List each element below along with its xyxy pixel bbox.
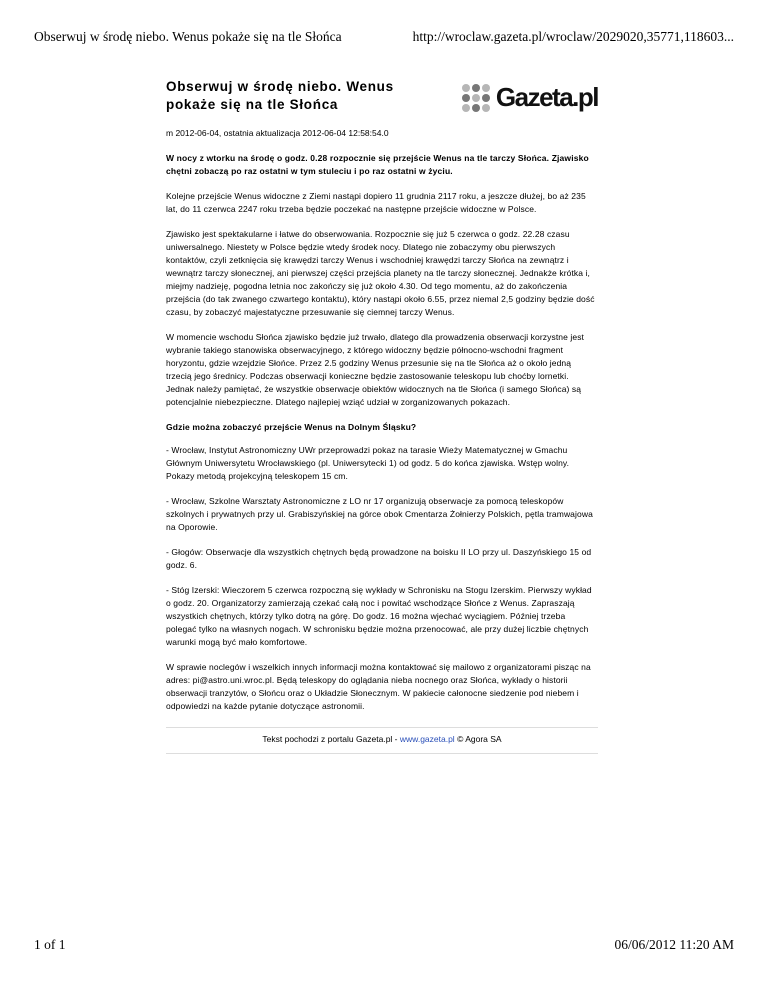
paragraph: Zjawisko jest spektakularne i łatwe do obserwowania. Rozpocznie się już 5 czerwca o godz. 22.28 czasu uniwersalnego. Niestety w Polsce będzie wtedy środek nocy. Dlatego nie zobaczymy obu pierwszych kontaktów, czyli zetknięcia się krawędzi tarczy Wenus i wschodniej krawędzi tarczy Słońca na zewnątrz i wewnątrz tarczy słonecznej, ani pierwszej części przejścia planety na tle tarczy słonecznej. Jednakże krótka i, miejmy nadzieję, pogodna letnia noc zakończy się już około 4.30. Od tego momentu, aż do zakończenia przejścia (do tak zwanego czwartego kontaktu), który nastąpi około 6.55, przez niemal 2,5 godziny będzie dość czasu, by zobaczyć majestatyczne przesuwanie się ciemnej tarczy Wenus. bbox=[166, 229, 595, 317]
location-item: - Stóg Izerski: Wieczorem 5 czerwca rozpoczną się wykłady w Schronisku na Stogu Izerskim. Pierwszy wykład o godz. 20. Organizatorzy zamierzają czekać całą noc i powitać wschodzące Słońce z Wenus. Zapraszają wszystkich chętnych, którzy tylko dotrą na górę. Do godz. 16 można wjechać wyciągiem. Później trzeba polegać tylko na własnych nogach. W schronisku będzie można przenocować, ale przy dużej liczbie chętnych warunki mogą być mało komfortowe. bbox=[166, 585, 592, 647]
source-prefix: Tekst pochodzi z portalu Gazeta.pl - bbox=[262, 734, 400, 744]
logo-wordmark: Gazeta.pl bbox=[495, 82, 598, 112]
location-item: - Głogów: Obserwacje dla wszystkich chętnych będą prowadzone na boisku II LO przy ul. Daszyńskiego 15 od godz. 6. bbox=[166, 547, 592, 570]
article-meta: m 2012-06-04, ostatnia aktualizacja 2012-06-04 12:58:54.0 bbox=[166, 128, 389, 138]
source-suffix: © Agora SA bbox=[454, 734, 502, 744]
gazeta-link[interactable]: www.gazeta.pl bbox=[399, 734, 455, 744]
source-attribution bbox=[166, 727, 598, 754]
article-headline: Obserwuj w środę niebo. Wenus pokaże się na tle Słońca bbox=[166, 79, 394, 112]
section-heading: Gdzie można zobaczyć przejście Wenus na Dolnym Śląsku? bbox=[166, 422, 417, 432]
paragraph: Kolejne przejście Wenus widoczne z Ziemi nastąpi dopiero 11 grudnia 2117 roku, a jeszcze dłużej, bo aż 235 lat, do 11 czerwca 2247 roku trzeba będzie poczekać na następne przejście widoczne w Polsce. bbox=[166, 191, 586, 214]
dot-grid-icon bbox=[462, 84, 490, 112]
print-header bbox=[34, 29, 734, 45]
location-item: - Wrocław, Szkolne Warsztaty Astronomiczne z LO nr 17 organizują obserwacje za pomocą teleskopów szkolnych i prywatnych przy ul. Grabiszyńskiej na górce obok Cmentarza Żołnierzy Polskich, pętla tramwajowa na Oporowie. bbox=[166, 496, 593, 532]
print-datetime: 06/06/2012 11:20 AM bbox=[614, 937, 734, 952]
article bbox=[166, 78, 598, 754]
closing-paragraph: W sprawie noclegów i wszelkich innych informacji można kontaktować się mailowo z organizatorami pisząc na adres: pi@astro.uni.wroc.pl. Będą teleskopy do oglądania nieba nocnego oraz Słońca, wykłady o historii obserwacji tranzytów, o Słońcu oraz o Układzie Słonecznym. W pakiecie całonocne siedzenie pod niebem i odpowiedzi na każde pytanie dotyczące astronomii. bbox=[166, 662, 591, 711]
article-lead: W nocy z wtorku na środę o godz. 0.28 rozpocznie się przejście Wenus na tle tarczy Słońca. Zjawisko chętni zobaczą po raz ostatni w tym stuleciu i po raz ostatni w życiu. bbox=[166, 153, 589, 176]
print-footer bbox=[34, 937, 734, 953]
gazeta-logo bbox=[462, 82, 598, 113]
paragraph: W momencie wschodu Słońca zjawisko będzie już trwało, dlatego dla prowadzenia obserwacji korzystne jest wybranie takiego stanowiska obserwacyjnego, z którego widoczny będzie północno-wschodni fragment horyzontu, gdzie wzejdzie Słońce. Przez 2.5 godziny Wenus przesunie się na tle Słońca aż o około jedną trzecią jego średnicy. Podczas obserwacji konieczne będzie zastosowanie teleskopu lub choćby lornetki. Jednak należy pamiętać, że wszystkie obserwacje obiektów widocznych na tle Słońca (i samego Słońca) są potencjalnie niebezpieczne. Dlatego najlepiej wziąć udział w zorganizowanych pokazach. bbox=[166, 332, 585, 407]
page-number: 1 of 1 bbox=[34, 937, 66, 952]
article-top bbox=[166, 78, 598, 126]
location-item: - Wrocław, Instytut Astronomiczny UWr przeprowadzi pokaz na tarasie Wieży Matematycznej w Gmachu Głównym Uniwersytetu Wrocławskiego (pl. Uniwersytecki 1) od godz. 5 do końca zjawiska. Wstęp wolny. Pokazy metodą projekcyjną teleskopem 15 cm. bbox=[166, 445, 570, 481]
print-page-title: Obserwuj w środę niebo. Wenus pokaże się na tle Słońca bbox=[34, 29, 342, 44]
print-url: http://wroclaw.gazeta.pl/wroclaw/2029020,35771,118603... bbox=[412, 29, 734, 44]
